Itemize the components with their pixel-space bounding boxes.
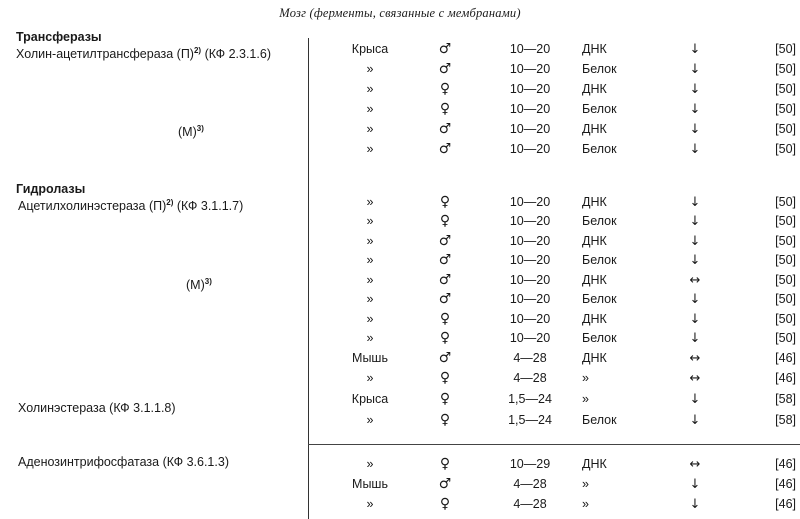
table-row xyxy=(0,390,800,409)
section-heading-transferases: Трансферазы xyxy=(16,30,102,44)
effect-arrow: ↓ xyxy=(689,122,701,137)
age-range-cell: 10—20 xyxy=(509,312,551,326)
age-range-cell: 4—28 xyxy=(513,497,547,511)
sex-symbol: ♂ xyxy=(438,252,452,268)
reference-cell: [46] xyxy=(775,497,796,511)
species-cell: » xyxy=(366,457,374,471)
parameter-cell: Белок xyxy=(582,142,617,156)
table-row xyxy=(0,369,800,388)
enzyme-name: Холин-ацетилтрансфераза (П) xyxy=(16,47,194,62)
footnote-marker: 3) xyxy=(196,124,204,133)
age-range-cell: 4—28 xyxy=(513,371,547,385)
reference-cell: [50] xyxy=(775,102,796,116)
effect-arrow: ↓ xyxy=(689,477,701,492)
age-range-cell: 10—20 xyxy=(509,62,551,76)
sex-symbol: ♂ xyxy=(438,476,452,492)
sex-symbol: ♀ xyxy=(439,330,451,346)
species-cell: » xyxy=(366,371,374,385)
age-range-cell: 1,5—24 xyxy=(508,413,552,427)
age-range-cell: 10—20 xyxy=(509,42,551,56)
effect-arrow: ↓ xyxy=(689,253,701,268)
parameter-cell: » xyxy=(582,497,589,511)
species-cell: » xyxy=(366,102,374,116)
effect-arrow: ↓ xyxy=(689,234,701,249)
reference-cell: [50] xyxy=(775,292,796,306)
effect-arrow: ↓ xyxy=(689,62,701,77)
table-row xyxy=(0,40,800,62)
table-row xyxy=(0,120,800,139)
sex-symbol: ♂ xyxy=(438,141,452,157)
enzyme-name: Ацетилхолинэстераза (П) xyxy=(18,199,167,214)
parameter-cell: » xyxy=(582,392,589,406)
parameter-cell: ДНК xyxy=(582,312,607,326)
effect-arrow: ↔ xyxy=(689,457,701,472)
species-cell: » xyxy=(366,253,374,267)
age-range-cell: 10—20 xyxy=(509,214,551,228)
table-row xyxy=(0,232,800,251)
reference-cell: [46] xyxy=(775,477,796,491)
sex-symbol: ♂ xyxy=(438,61,452,77)
footnote-marker: 2) xyxy=(166,198,174,207)
effect-arrow: ↓ xyxy=(689,312,701,327)
parameter-cell: Белок xyxy=(582,253,617,267)
effect-arrow: ↔ xyxy=(689,371,701,386)
sex-symbol: ♂ xyxy=(438,291,452,307)
parameter-cell: ДНК xyxy=(582,82,607,96)
parameter-cell: ДНК xyxy=(582,273,607,287)
ec-number: (КФ 3.1.1.7) xyxy=(176,199,244,214)
sex-symbol: ♀ xyxy=(439,370,451,386)
sex-symbol: ♀ xyxy=(439,81,451,97)
age-range-cell: 10—20 xyxy=(509,253,551,267)
species-cell: » xyxy=(366,62,374,76)
parameter-cell: ДНК xyxy=(582,351,607,365)
table-row xyxy=(0,60,800,79)
effect-arrow: ↓ xyxy=(689,392,701,407)
table-row xyxy=(0,271,800,293)
species-cell: » xyxy=(366,214,374,228)
parameter-cell: Белок xyxy=(582,214,617,228)
species-cell: » xyxy=(366,195,374,209)
age-range-cell: 10—20 xyxy=(509,292,551,306)
reference-cell: [50] xyxy=(775,142,796,156)
reference-cell: [50] xyxy=(775,195,796,209)
parameter-cell: » xyxy=(582,371,589,385)
sex-symbol: ♀ xyxy=(439,412,451,428)
parameter-cell: ДНК xyxy=(582,122,607,136)
table-row xyxy=(0,411,800,430)
enzyme-name: (М) xyxy=(178,125,197,140)
reference-cell: [46] xyxy=(775,457,796,471)
sex-symbol: ♂ xyxy=(438,233,452,249)
species-cell: » xyxy=(366,122,374,136)
reference-cell: [50] xyxy=(775,82,796,96)
enzyme-name: Холинэстераза xyxy=(18,401,106,415)
sex-symbol: ♀ xyxy=(439,311,451,327)
table-row xyxy=(0,100,800,119)
age-range-cell: 10—20 xyxy=(509,195,551,209)
parameter-cell: Белок xyxy=(582,413,617,427)
table-row xyxy=(0,193,800,212)
sex-symbol: ♂ xyxy=(438,41,452,57)
footnote-marker: 2) xyxy=(193,46,202,55)
page-title: Мозг (ферменты, связанные с мембранами) xyxy=(279,6,521,20)
sex-symbol: ♀ xyxy=(439,213,451,229)
reference-cell: [50] xyxy=(775,273,796,287)
effect-arrow: ↓ xyxy=(689,82,701,97)
reference-cell: [46] xyxy=(775,371,796,385)
ec-number: (КФ 2.3.1.6) xyxy=(204,47,271,62)
table-row xyxy=(0,329,800,348)
sex-symbol: ♀ xyxy=(439,194,451,210)
species-cell: » xyxy=(366,331,374,345)
age-range-cell: 10—20 xyxy=(509,82,551,96)
age-range-cell: 4—28 xyxy=(513,351,547,365)
table-row xyxy=(0,80,800,99)
age-range-cell: 10—29 xyxy=(509,457,551,471)
species-cell: » xyxy=(366,273,374,287)
age-range-cell: 10—20 xyxy=(509,122,551,136)
table-row xyxy=(0,475,800,494)
species-cell: Крыса xyxy=(351,42,389,56)
reference-cell: [58] xyxy=(775,392,796,406)
species-cell: Мышь xyxy=(352,477,388,491)
sex-symbol: ♀ xyxy=(439,101,451,117)
enzyme-name: (М) xyxy=(186,278,205,293)
sex-symbol: ♂ xyxy=(438,350,452,366)
effect-arrow: ↓ xyxy=(689,497,701,512)
parameter-cell: ДНК xyxy=(582,234,607,248)
species-cell: » xyxy=(366,234,374,248)
effect-arrow: ↔ xyxy=(689,273,701,288)
table-row xyxy=(0,349,800,368)
effect-arrow: ↓ xyxy=(689,195,701,210)
sex-symbol: ♂ xyxy=(438,272,452,288)
parameter-cell: Белок xyxy=(582,62,617,76)
age-range-cell: 10—20 xyxy=(509,102,551,116)
reference-cell: [46] xyxy=(775,351,796,365)
effect-arrow: ↓ xyxy=(689,214,701,229)
effect-arrow: ↔ xyxy=(689,351,701,366)
ec-number: (КФ 3.6.1.3) xyxy=(162,455,229,469)
effect-arrow: ↓ xyxy=(689,292,701,307)
reference-cell: [58] xyxy=(775,413,796,427)
parameter-cell: ДНК xyxy=(582,195,607,209)
sex-symbol: ♀ xyxy=(439,496,451,512)
reference-cell: [50] xyxy=(775,234,796,248)
effect-arrow: ↓ xyxy=(689,142,701,157)
table-row xyxy=(0,455,800,474)
enzyme-name: Аденозинтрифосфатаза xyxy=(18,455,160,469)
effect-arrow: ↓ xyxy=(689,102,701,117)
table-row xyxy=(0,495,800,514)
age-range-cell: 10—20 xyxy=(509,331,551,345)
effect-arrow: ↓ xyxy=(689,331,701,346)
parameter-cell: Белок xyxy=(582,102,617,116)
species-cell: » xyxy=(366,312,374,326)
reference-cell: [50] xyxy=(775,331,796,345)
age-range-cell: 1,5—24 xyxy=(508,392,552,406)
reference-cell: [50] xyxy=(775,214,796,228)
species-cell: » xyxy=(366,82,374,96)
reference-cell: [50] xyxy=(775,122,796,136)
species-cell: » xyxy=(366,292,374,306)
effect-arrow: ↓ xyxy=(689,42,701,57)
parameter-cell: Белок xyxy=(582,331,617,345)
age-range-cell: 4—28 xyxy=(513,477,547,491)
footnote-marker: 3) xyxy=(204,277,212,286)
sex-symbol: ♀ xyxy=(439,391,451,407)
species-cell: » xyxy=(366,497,374,511)
age-range-cell: 10—20 xyxy=(509,234,551,248)
species-cell: » xyxy=(366,142,374,156)
effect-arrow: ↓ xyxy=(689,413,701,428)
parameter-cell: ДНК xyxy=(582,42,607,56)
table-row xyxy=(0,290,800,309)
ec-number: (КФ 3.1.1.8) xyxy=(109,401,176,415)
table-row xyxy=(0,212,800,231)
group-separator xyxy=(308,444,800,445)
species-cell: » xyxy=(366,413,374,427)
species-cell: Мышь xyxy=(352,351,388,365)
reference-cell: [50] xyxy=(775,312,796,326)
table-row xyxy=(0,251,800,270)
parameter-cell: ДНК xyxy=(582,457,607,471)
sex-symbol: ♀ xyxy=(439,456,451,472)
age-range-cell: 10—20 xyxy=(509,273,551,287)
parameter-cell: » xyxy=(582,477,589,491)
parameter-cell: Белок xyxy=(582,292,617,306)
reference-cell: [50] xyxy=(775,62,796,76)
age-range-cell: 10—20 xyxy=(509,142,551,156)
table-row xyxy=(0,310,800,329)
reference-cell: [50] xyxy=(775,42,796,56)
reference-cell: [50] xyxy=(775,253,796,267)
sex-symbol: ♂ xyxy=(438,121,452,137)
table-row xyxy=(0,140,800,159)
section-heading-hydrolases: Гидролазы xyxy=(16,182,86,196)
species-cell: Крыса xyxy=(351,392,389,406)
